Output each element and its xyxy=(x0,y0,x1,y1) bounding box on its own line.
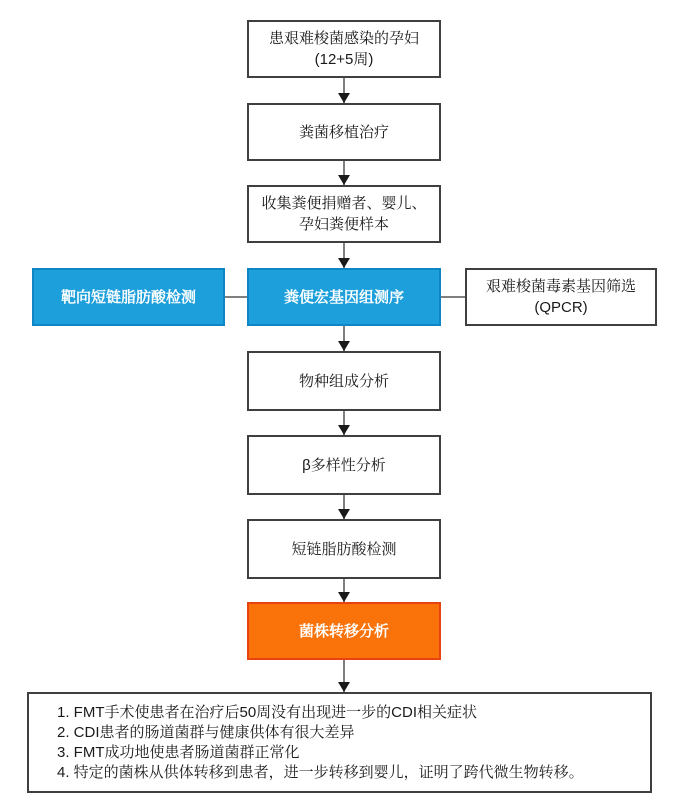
node-conclusions xyxy=(27,692,652,793)
node-label: 物种组成分析 xyxy=(298,372,389,390)
arrow-scfa-to-strain xyxy=(343,579,345,602)
arrow-metagenomics-to-species xyxy=(343,326,345,351)
node-scfa-detection xyxy=(247,519,441,579)
node-qpcr-screen xyxy=(465,268,657,326)
conclusion-line-3: 3. FMT成功地使患者肠道菌群正常化 xyxy=(57,744,300,761)
node-label-line: 孕妇粪便样本 xyxy=(298,216,389,233)
conclusion-line-2: 2. CDI患者的肠道菌群与健康供体有很大差异 xyxy=(57,724,355,741)
node-fmt-treatment xyxy=(247,103,441,161)
connector-targeted-to-metagenomics xyxy=(225,296,247,298)
node-species-composition xyxy=(247,351,441,411)
node-pregnant-cdi-patient xyxy=(247,20,441,78)
arrow-fmt-to-collect xyxy=(343,161,345,185)
arrow-pregnant-to-fmt xyxy=(343,78,345,103)
connector-metagenomics-to-qpcr xyxy=(441,296,465,298)
node-beta-diversity xyxy=(247,435,441,495)
arrow-collect-to-metagenomics xyxy=(343,243,345,268)
conclusion-line-4: 4. 特定的菌株从供体转移到患者，进一步转移到婴儿，证明了跨代微生物转移。 xyxy=(57,764,584,781)
conclusion-line-1: 1. FMT手术使患者在治疗后50周没有出现进一步的CDI相关症状 xyxy=(57,704,478,721)
node-label: 短链脂肪酸检测 xyxy=(291,540,397,558)
node-metagenomics xyxy=(247,268,441,326)
node-label-line: (QPCR) xyxy=(534,299,588,316)
node-label-line: 收集粪便捐赠者、婴儿、 xyxy=(261,195,427,212)
node-label: 菌株转移分析 xyxy=(298,622,389,640)
node-sample-collection xyxy=(247,185,441,243)
node-label-line: 艰难梭菌毒素基因筛选 xyxy=(485,278,636,295)
node-label: 粪菌移植治疗 xyxy=(298,123,389,141)
arrow-beta-to-scfa xyxy=(343,495,345,519)
arrow-strain-to-conclusions xyxy=(343,660,345,692)
arrow-species-to-beta xyxy=(343,411,345,435)
node-label: β多样性分析 xyxy=(302,456,386,474)
node-targeted-scfa xyxy=(32,268,225,326)
node-strain-transfer xyxy=(247,602,441,660)
node-label-line: (12+5周) xyxy=(314,51,374,68)
node-label: 粪便宏基因组测序 xyxy=(283,288,404,306)
node-label-line: 患艰难梭菌感染的孕妇 xyxy=(268,30,419,47)
node-label: 靶向短链脂肪酸检测 xyxy=(60,288,196,306)
